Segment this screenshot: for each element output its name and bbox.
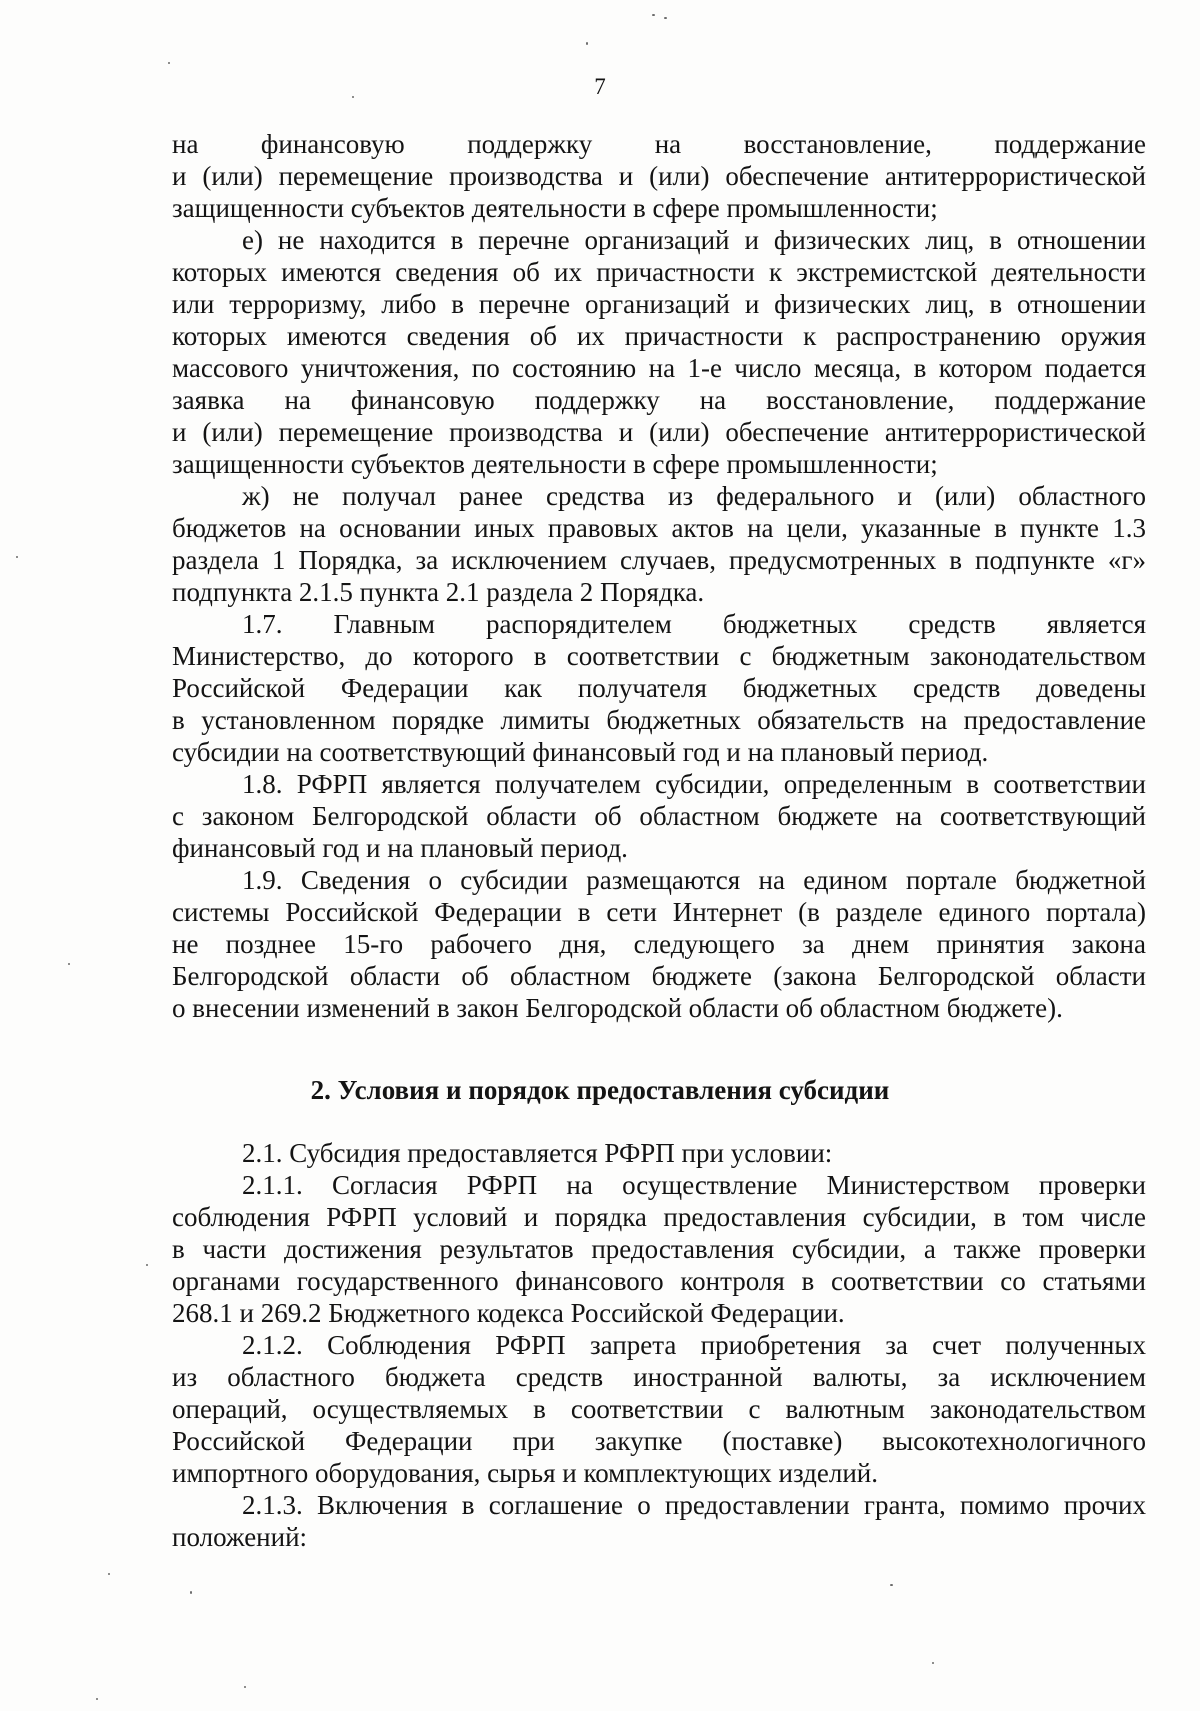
text-line: 1.8. РФРП является получателем субсидии, определенным в соответствии xyxy=(242,769,1146,799)
scan-speck xyxy=(96,1698,98,1700)
text-line: в установленном порядке лимиты бюджетных обязательств на предоставление xyxy=(172,705,1146,735)
text-line: 1.9. Сведения о субсидии размещаются на едином портале бюджетной xyxy=(242,865,1146,895)
text-line: 2.1.1. Согласия РФРП на осуществление Министерством проверки xyxy=(242,1170,1146,1200)
text-line: импортного оборудования, сырья и комплектующих изделий. xyxy=(172,1458,879,1488)
text-line: и (или) перемещение производства и (или) обеспечение антитеррористической xyxy=(172,417,1146,447)
scan-speck xyxy=(146,1264,148,1266)
text-line: ж) не получал ранее средства из федерального и (или) областного xyxy=(242,481,1146,511)
text-line: с законом Белгородской области об областном бюджете на соответствующий xyxy=(172,801,1146,831)
scan-speck xyxy=(932,1662,934,1664)
text-line: 1.7. Главным распорядителем бюджетных средств является xyxy=(242,609,1146,639)
text-line: из областного бюджета средств иностранной валюты, за исключением xyxy=(172,1362,1146,1392)
text-block-top xyxy=(172,128,1146,1024)
text-line: 2.1.3. Включения в соглашение о предоставлении гранта, помимо прочих xyxy=(242,1490,1146,1520)
text-line: системы Российской Федерации в сети Интернет (в разделе единого портала) xyxy=(172,897,1146,927)
text-line: бюджетов на основании иных правовых актов на цели, указанные в пункте 1.3 xyxy=(172,513,1146,543)
text-line: подпункта 2.1.5 пункта 2.1 раздела 2 Порядка. xyxy=(172,577,705,607)
text-line: е) не находится в перечне организаций и физических лиц, в отношении xyxy=(242,225,1146,255)
text-line: Российской Федерации при закупке (поставке) высокотехнологичного xyxy=(172,1426,1146,1456)
scan-speck xyxy=(190,1591,192,1594)
scan-speck xyxy=(664,17,667,19)
text-line: органами государственного финансового контроля в соответствии со статьями xyxy=(172,1266,1146,1296)
text-line: 2.1.2. Соблюдения РФРП запрета приобретения за счет полученных xyxy=(242,1330,1146,1360)
scan-speck xyxy=(244,1686,246,1688)
text-line: положений: xyxy=(172,1522,308,1552)
text-line: которых имеются сведения об их причастности к экстремистской деятельности xyxy=(172,257,1146,287)
text-line: Белгородской области об областном бюджете (закона Белгородской области xyxy=(172,961,1146,991)
text-line: и (или) перемещение производства и (или) обеспечение антитеррористической xyxy=(172,161,1146,191)
text-line: субсидии на соответствующий финансовый год и на плановый период. xyxy=(172,737,989,767)
text-line: о внесении изменений в закон Белгородской области об областном бюджете). xyxy=(172,993,1063,1023)
text-line: 2.1. Субсидия предоставляется РФРП при условии: xyxy=(242,1138,833,1168)
text-line: Российской Федерации как получателя бюджетных средств доведены xyxy=(172,673,1146,703)
text-line: в части достижения результатов предоставления субсидии, а также проверки xyxy=(172,1234,1146,1264)
section-heading: 2. Условия и порядок предоставления субсидии xyxy=(310,1075,890,1105)
text-line: Министерство, до которого в соответствии с бюджетным законодательством xyxy=(172,641,1146,671)
scan-speck xyxy=(652,14,655,16)
text-line: или терроризму, либо в перечне организаций и физических лиц, в отношении xyxy=(172,289,1146,319)
scan-speck xyxy=(168,62,170,64)
scan-speck xyxy=(890,1584,893,1586)
scan-speck xyxy=(586,42,588,45)
text-line: соблюдения РФРП условий и порядка предоставления субсидии, в том числе xyxy=(172,1202,1146,1232)
text-line: не позднее 15-го рабочего дня, следующего за днем принятия закона xyxy=(172,929,1146,959)
text-line: массового уничтожения, по состоянию на 1-е число месяца, в котором подается xyxy=(172,353,1146,383)
text-line: операций, осуществляемых в соответствии с валютным законодательством xyxy=(172,1394,1146,1424)
page-number: 7 xyxy=(594,74,606,99)
text-line: которых имеются сведения об их причастности к распространению оружия xyxy=(172,321,1146,351)
scan-speck xyxy=(352,96,354,98)
text-line: на финансовую поддержку на восстановление, поддержание xyxy=(172,129,1146,159)
scan-speck xyxy=(108,1573,110,1575)
text-line: защищенности субъектов деятельности в сфере промышленности; xyxy=(172,193,938,223)
text-line: раздела 1 Порядка, за исключением случаев, предусмотренных в подпункте «г» xyxy=(172,545,1146,575)
text-line: финансовый год и на плановый период. xyxy=(172,833,628,863)
text-line: заявка на финансовую поддержку на восстановление, поддержание xyxy=(172,385,1146,415)
text-line: защищенности субъектов деятельности в сфере промышленности; xyxy=(172,449,938,479)
scan-speck xyxy=(16,556,18,558)
text-block-bottom xyxy=(172,1137,1146,1553)
scan-speck xyxy=(68,963,70,965)
text-line: 268.1 и 269.2 Бюджетного кодекса Российской Федерации. xyxy=(172,1298,845,1328)
